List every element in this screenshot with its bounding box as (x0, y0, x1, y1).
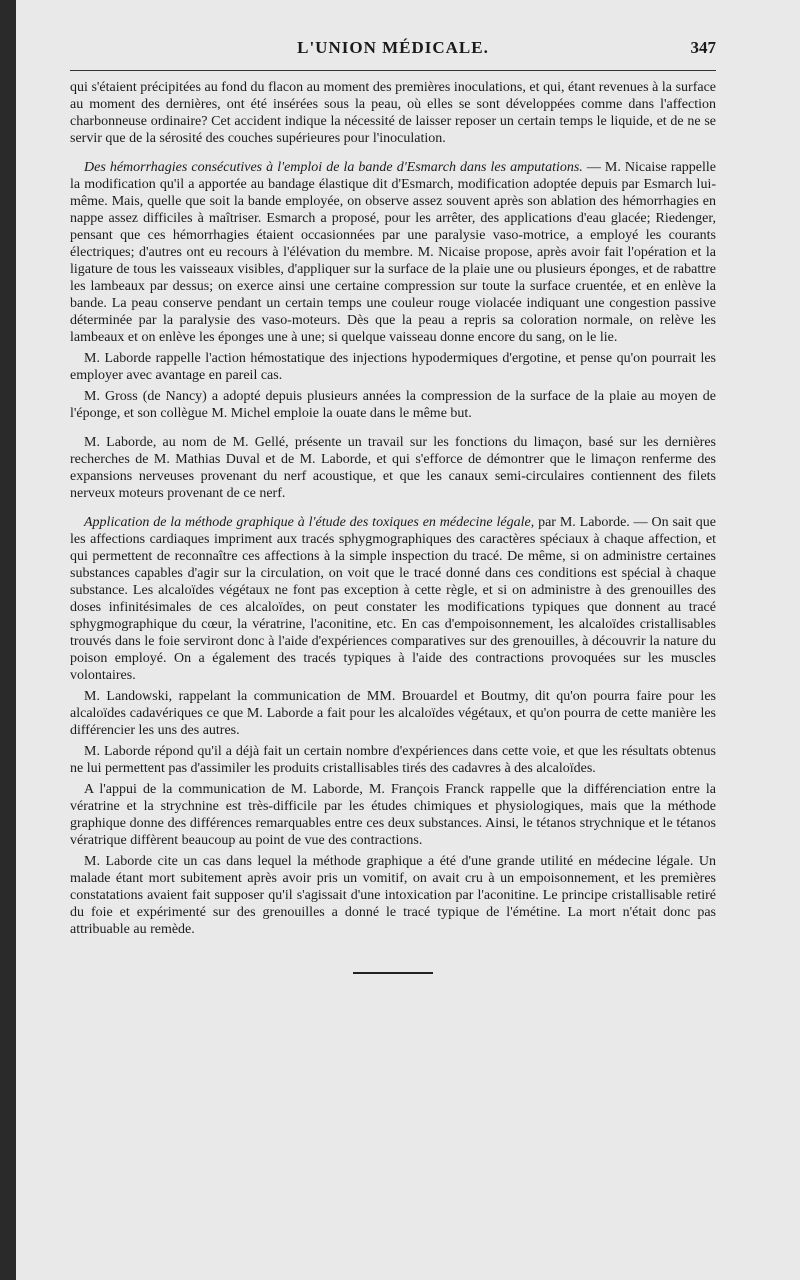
paragraph-landowski (70, 688, 716, 739)
paragraph-laborde-cas (70, 853, 716, 938)
paragraph-text: — M. Nicaise rappelle la modification qu'il a apportée au bandage élastique dit d'Esmarch, modification adoptée depuis par Esmarch lui-même. Mais, quelle que soit la bande employée, on observe assez souvent après son ablation des hémorrhagies en nappe assez difficiles à maîtriser. Esmarch a proposé, pour les arrêter, des applications d'eau glacée; Riedenger, pensant que ces hémorrhagies étaient occasionnées par une paralysie vaso-motrice, a employé les courants électriques; d'autres ont eu recours à l'élévation du membre. M. Nicaise propose, après avoir fait l'opération et la ligature de tous les vaisseaux visibles, d'appliquer sur la surface de la plaie une ou plusieurs éponges, et de rabattre les lambeaux par dessus; on exerce ainsi une certaine compression sur toute la surface cruentée, et en enlève la bande. La peau conserve pendant un certain temps une couleur rouge violacée indiquant une congestion passive déterminée par la paralysie des vaso-moteurs. Dès que la peau a repris sa coloration normale, on relève les lambeaux et on enlève les éponges une à une; si quelque vaisseau donne encore du sang, on le lie. (70, 160, 716, 345)
paragraph-text: M. Laborde cite un cas dans lequel la méthode graphique a été d'une grande utilité en médecine légale. Un malade étant mort subitement après avoir pris un vomitif, on avait cru à un empoisonnement, et les premières constatations avaient fait supposer qu'il s'agissait d'une intoxication par l'aconitine. Le principe cristallisable retiré du foie et expérimenté sur des grenouilles a donné le tracé typique de l'émétine. La mort n'était donc pas attribuable au remède. (70, 854, 716, 937)
paragraph-methode-graphique (70, 514, 716, 684)
paragraph-text: par M. Laborde. — On sait que les affections cardiaques impriment aux tracés sphygmographiques des caractères spéciaux à chaque affection, et qui permettent de reconnaître ces affections à la simple inspection du tracé. De même, si on administre certaines substances capables d'agir sur la circulation, on voit que le tracé donné dans ces conditions est spécial à chaque substance. Les alcaloïdes végétaux ne font pas exception à cette règle, et si on administre à des grenouilles des doses infinitésimales de ces alcaloïdes, on peut constater les modifications typiques que donnent au tracé sphygmographique du cœur, la vératrine, l'aconitine, etc. En cas d'empoisonnement, les alcaloïdes cristallisables trouvés dans le foie serviront donc à l'aide d'expériences comparatives sur des grenouilles, à découvrir la nature du poison employé. On a également des tracés typiques à l'aide des contractions provoquées sur les muscles volontaires. (70, 515, 717, 683)
section-heading-esmarch: Des hémorrhagies consécutives à l'emploi de la bande d'Esmarch dans les amputations. (84, 160, 583, 175)
paragraph-text: M. Laborde rappelle l'action hémostatique des injections hypodermiques d'ergotine, et pense qu'on pourrait les employer avec avantage en pareil cas. (70, 351, 716, 383)
end-rule (353, 972, 433, 974)
page-number: 347 (690, 38, 716, 57)
paragraph-esmarch (70, 159, 716, 346)
paragraph-continuation (70, 79, 716, 147)
paragraph-text: M. Laborde répond qu'il a déjà fait un certain nombre d'expériences dans cette voie, et que les résultats obtenus ne lui permettent pas d'assimiler les produits cristallisables tirés des cadavres à des alcaloïdes. (70, 744, 716, 776)
paragraph-text: M. Gross (de Nancy) a adopté depuis plusieurs années la compression de la surface de la plaie au moyen de l'éponge, et son collègue M. Michel emploie la ouate dans le même but. (70, 389, 716, 421)
paragraph-franck (70, 781, 716, 849)
journal-title: L'UNION MÉDICALE. (297, 38, 489, 57)
paragraph-gelle (70, 434, 716, 502)
paragraph-laborde-ergotine (70, 350, 716, 384)
paragraph-laborde-reponse (70, 743, 716, 777)
paragraph-text: M. Landowski, rappelant la communication de MM. Brouardel et Boutmy, dit qu'on pourra faire pour les alcaloïdes cadavériques ce que M. Laborde a fait pour les alcaloïdes végétaux, et qu'on pourra de cette manière les différencier les uns des autres. (70, 689, 716, 738)
section-heading-methode-graphique: Application de la méthode graphique à l'étude des toxiques en médecine légale, (84, 515, 535, 530)
paragraph-text: M. Laborde, au nom de M. Gellé, présente un travail sur les fonctions du limaçon, basé sur les dernières recherches de M. Mathias Duval et de M. Laborde, et qui s'efforce de démontrer que le limaçon renferme des expansions nerveuses provenant du nerf acoustique, et que les canaux semi-circulaires contiennent des filets nerveux moteurs provenant de ce nerf. (70, 435, 716, 501)
page-header (70, 28, 716, 64)
paragraph-text: A l'appui de la communication de M. Laborde, M. François Franck rappelle que la différenciation entre la vératrine et la strychnine est très-difficile par les études chimiques et physiologiques, mais que la méthode graphique donne des différences remarquables entre ces deux substances. Ainsi, le tétanos strychnique et le tétanos vératrique diffèrent beaucoup au point de vue des contractions. (70, 782, 716, 848)
paragraph-gross (70, 388, 716, 422)
header-rule (70, 70, 716, 71)
paragraph-text: qui s'étaient précipitées au fond du flacon au moment des premières inoculations, et qui, étant revenues à la surface au moment des dernières, ont été insérées sous la peau, où elles se sont développées comme dans l'affection charbonneuse ordinaire? Cet accident indique la nécessité de laisser reposer un certain temps le liquide, et de ne se servir que de la sérosité des couches supérieures pour l'inoculation. (70, 80, 716, 146)
page-sheet (16, 0, 800, 1280)
journal-page (70, 28, 716, 974)
